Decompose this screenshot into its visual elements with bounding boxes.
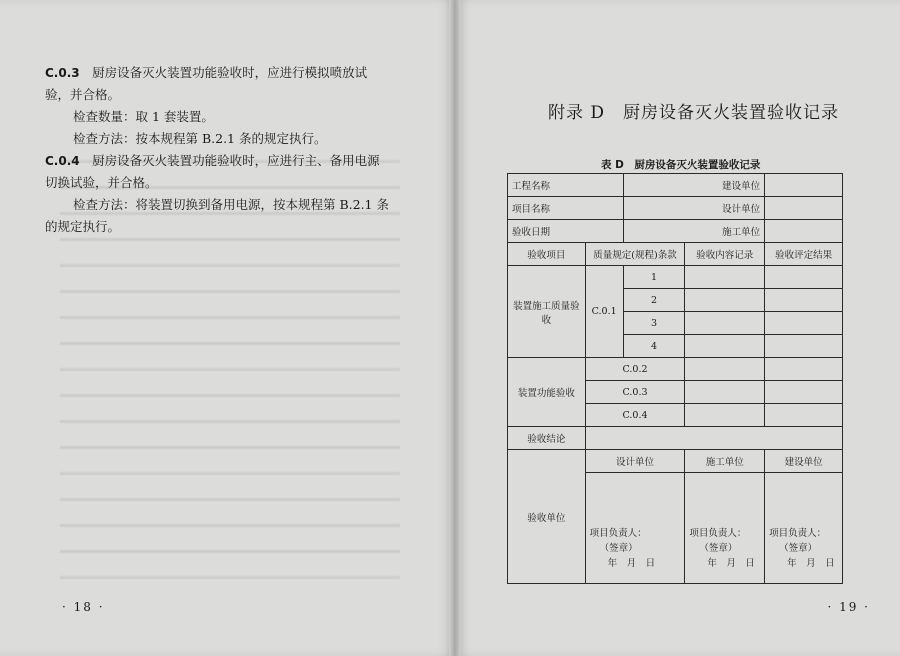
body-text (45, 62, 390, 238)
label-design-unit: 设计单位 (623, 197, 765, 220)
table-caption: 表 D 厨房设备灭火装置验收记录 (601, 159, 761, 171)
conclusion-value (585, 427, 842, 450)
label-project-name: 工程名称 (508, 174, 624, 197)
page-number-left: · 18 · (62, 600, 105, 614)
paragraph-c04: C.0.4 厨房设备灭火装置功能验收时，应进行主、备用电源切换试验，并合格。 (45, 153, 380, 190)
header-result: 验收评定结果 (765, 243, 843, 266)
table-row (508, 174, 843, 197)
page-number-right: · 19 · (827, 600, 870, 614)
value-builder-unit (765, 220, 843, 243)
table-row (508, 450, 843, 473)
paragraph-c03: C.0.3 厨房设备灭火装置功能验收时，应进行模拟喷放试验，并合格。 (45, 65, 368, 102)
sign-unit-construction: 建设单位 (765, 450, 843, 473)
sign-unit-builder: 施工单位 (685, 450, 765, 473)
value-construction-unit (765, 174, 843, 197)
label-builder-unit: 施工单位 (623, 220, 765, 243)
clause-c01: C.0.1 (585, 266, 623, 358)
acceptance-record-table (507, 173, 843, 584)
header-clause: 质量规定(规程)条款 (585, 243, 685, 266)
function-clause: C.0.4 (585, 404, 685, 427)
label-construction-unit: 建设单位 (623, 174, 765, 197)
acceptance-unit-label: 验收单位 (508, 450, 586, 584)
conclusion-label: 验收结论 (508, 427, 586, 450)
sign-unit-design: 设计单位 (585, 450, 685, 473)
book-gutter (449, 0, 461, 656)
table-row (508, 427, 843, 450)
paragraph-check-method-1: 检查方法：按本规程第 B.2.1 条的规定执行。 (73, 131, 327, 146)
install-quality-label: 装置施工质量验收 (508, 266, 586, 358)
sub-item: 4 (623, 335, 685, 358)
table-row (508, 266, 843, 289)
function-acceptance-label: 装置功能验收 (508, 358, 586, 427)
sub-item: 3 (623, 312, 685, 335)
header-item: 验收项目 (508, 243, 586, 266)
table-row (508, 197, 843, 220)
sign-block-construction: 项目负责人： （签章） 年 月 日 (765, 473, 843, 584)
paragraph-check-quantity: 检查数量：取 1 套装置。 (73, 109, 214, 124)
label-item-name: 项目名称 (508, 197, 624, 220)
table-row (508, 220, 843, 243)
label-acceptance-date: 验收日期 (508, 220, 624, 243)
value-design-unit (765, 197, 843, 220)
sign-block-builder: 项目负责人： （签章） 年 月 日 (685, 473, 765, 584)
function-clause: C.0.3 (585, 381, 685, 404)
table-row (508, 358, 843, 381)
sub-item: 2 (623, 289, 685, 312)
sign-block-design: 项目负责人： （签章） 年 月 日 (585, 473, 685, 584)
paragraph-check-method-2: 检查方法：将装置切换到备用电源，按本规程第 B.2.1 条的规定执行。 (45, 197, 389, 234)
header-record: 验收内容记录 (685, 243, 765, 266)
sub-item: 1 (623, 266, 685, 289)
function-clause: C.0.2 (585, 358, 685, 381)
table-header-row (508, 243, 843, 266)
appendix-title: 附录 D 厨房设备灭火装置验收记录 (548, 103, 840, 123)
